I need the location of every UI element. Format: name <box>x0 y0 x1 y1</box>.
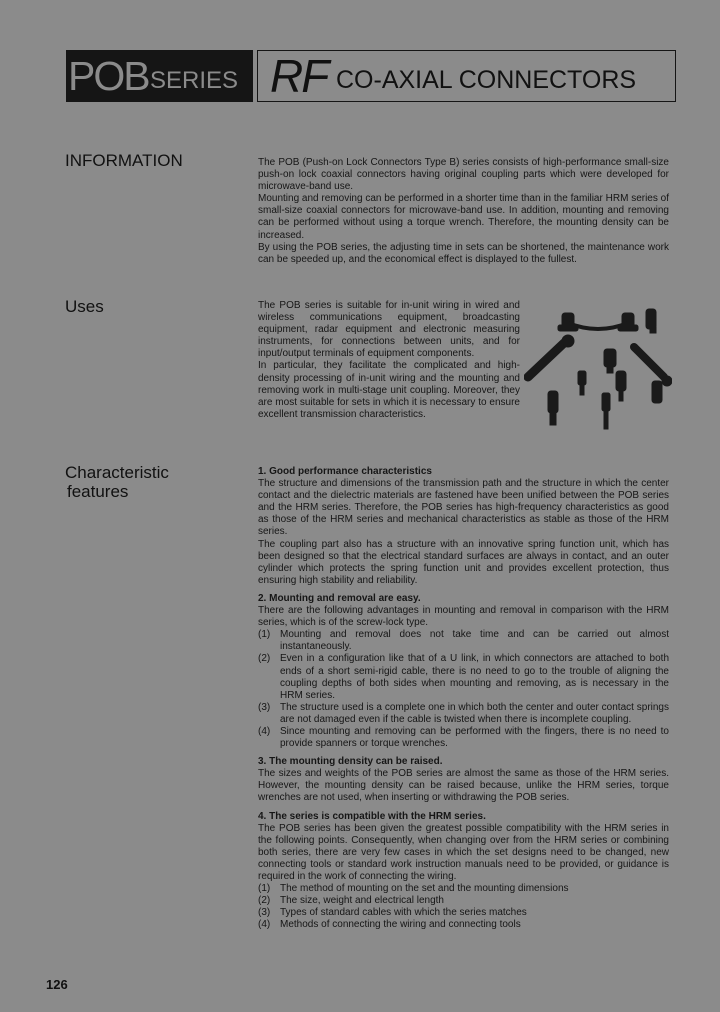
feature-1-paragraph: The coupling part also has a structure with an innovative spring function unit, which has been designed so that the electrical standard surfaces are always in contact, and an outer cylinder which protects the spring function unit and provides excellent protection, thus ensuring high stability and reliability. <box>258 538 669 586</box>
information-paragraph: Mounting and removing can be performed in a shorter time than in the familiar HRM series of small-size coaxial connectors for microwave-band use. In addition, mounting and removing can be performed without using a torque wrench. Therefore, the mounting density can be increased. <box>258 193 669 241</box>
feature-4-item: (2) The size, weight and electrical length <box>258 895 444 907</box>
feature-1-paragraph: The structure and dimensions of the transmission path and the structure in which the center contact and the dielectric materials are fastened have been unified between the POB series and the HRM series. Therefore, the POB series has high-frequency characteristics as good as those of the HRM series and mechanical characteristics as stable as those of the HRM series. <box>258 478 669 538</box>
uses-paragraph: In particular, they facilitate the complicated and high-density processing of in-unit wiring and the mounting and removing work in multi-stage unit coupling. Moreover, they are most suitable for sets in which it is necessary to ensure excellent transmission characteristics. <box>258 360 520 420</box>
feature-2-intro: There are the following advantages in mounting and removal in comparison with the HRM series, which is of the screw-lock type. <box>258 605 669 629</box>
connectors-photo <box>524 297 672 439</box>
feature-4-item: (1) The method of mounting on the set and the mounting dimensions <box>258 883 569 895</box>
page-header <box>66 50 676 102</box>
information-paragraph: The POB (Push-on Lock Connectors Type B) series consists of high-performance small-size push-on lock coaxial connectors having original coupling parts which were developed for microwave-band use. <box>258 157 669 193</box>
feature-2-item: (2) Even in a configuration like that of a U link, in which connectors are attached to both ends of a short semi-rigid cable, there is no need to go to the trouble of aligning the coupling depths of both sides when mounting and removing, as is necessary in the HRM series. <box>258 653 669 701</box>
uses-body <box>258 300 520 421</box>
information-paragraph: By using the POB series, the adjusting time in sets can be shortened, the maintenance work can be speeded up, and the economical effect is displayed to the fullest. <box>258 241 669 265</box>
feature-2-item: (3) The structure used is a complete one in which both the center and outer contact springs are not damaged even if the cable is twisted when there is incomplete coupling. <box>258 701 669 725</box>
feature-4-title: 4. The series is compatible with the HRM series. <box>258 810 486 822</box>
features-body <box>258 466 669 931</box>
series-badge <box>66 50 253 102</box>
feature-4-paragraph: The POB series has been given the greatest possible compatibility with the HRM series in the following points. Consequently, when changing over from the HRM series or combining both series, there are very few cases in which the set designs need to be changed, new connecting tools or standard work instruction manuals need to be provided, or guidance is required in the work of connecting the wiring. <box>258 822 669 882</box>
series-word: SERIES <box>150 67 239 94</box>
rf-label: RF <box>270 50 328 102</box>
feature-1-title: 1. Good performance characteristics <box>258 466 432 477</box>
feature-3-title: 3. The mounting density can be raised. <box>258 756 443 768</box>
information-body <box>258 157 669 266</box>
product-title: CO-AXIAL CONNECTORS <box>336 66 637 94</box>
connectors-illustration <box>524 297 672 439</box>
feature-2-item: (1) Mounting and removal does not take time and can be carried out almost instantaneously. <box>258 629 669 653</box>
features-heading: Characteristic features <box>65 463 169 501</box>
feature-3-paragraph: The sizes and weights of the POB series are almost the same as those of the HRM series. However, the mounting density can be raised because, unlike the HRM series, torque wrenches are not used, when inserting or withdrawing the POB series. <box>258 768 669 804</box>
information-heading: INFORMATION <box>65 151 183 170</box>
uses-heading: Uses <box>65 297 104 316</box>
feature-2-item: (4) Since mounting and removing can be performed with the fingers, there is no need to provide spanners or torque wrenches. <box>258 725 669 750</box>
product-title-box <box>257 50 676 102</box>
feature-4-item: (3) Types of standard cables with which the series matches <box>258 907 527 919</box>
series-code: POB <box>68 53 149 99</box>
feature-4-item: (4) Methods of connecting the wiring and connecting tools <box>258 919 521 931</box>
uses-paragraph: The POB series is suitable for in-unit wiring in wired and wireless communications equipment, broadcasting equipment, radar equipment and electronic measuring instruments, for connections between units, and for input/output terminals of equipment components. <box>258 300 520 360</box>
page-number: 126 <box>46 977 68 992</box>
feature-2-title: 2. Mounting and removal are easy. <box>258 592 421 604</box>
